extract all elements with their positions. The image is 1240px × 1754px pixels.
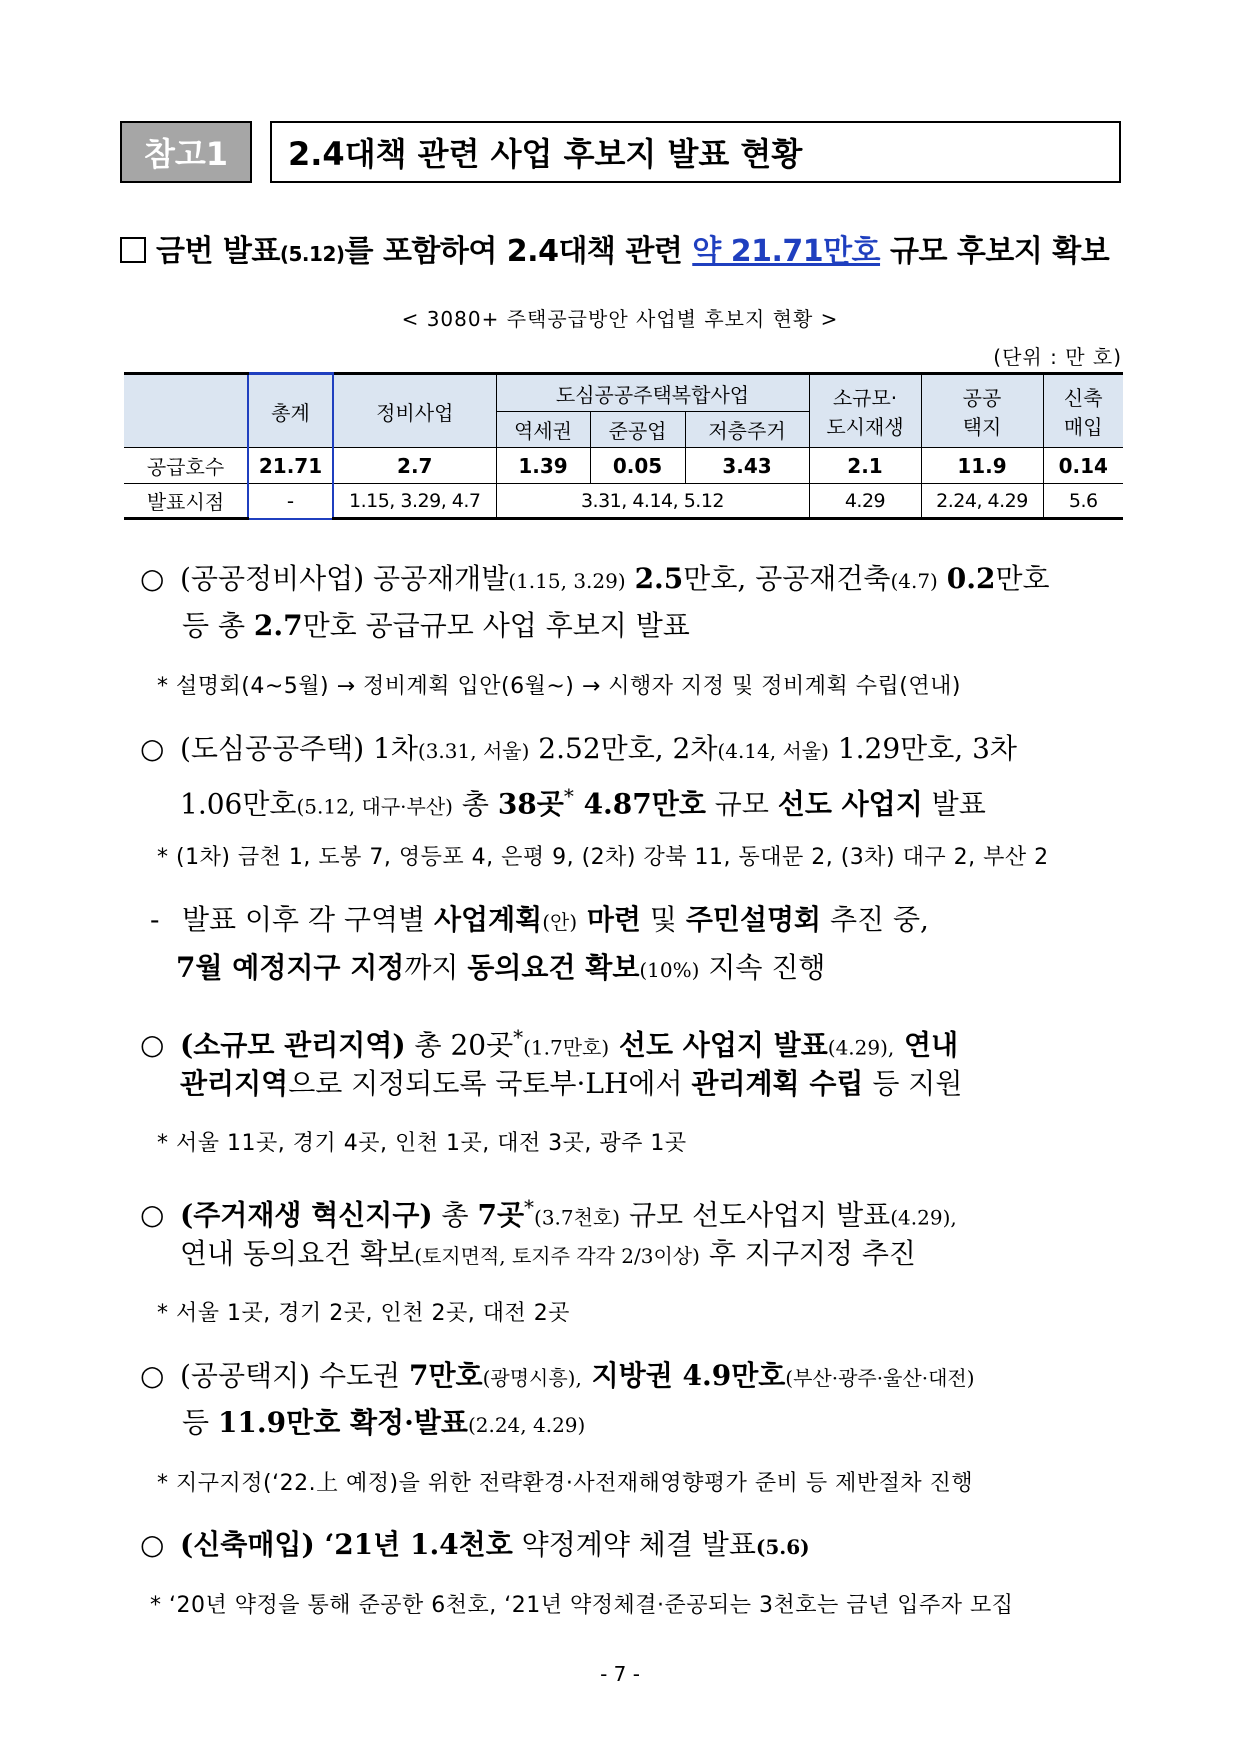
headline-emphasis: 약 21.71만호: [692, 234, 881, 269]
reference-label: 참고1: [120, 121, 252, 183]
text: 2.7: [253, 609, 303, 642]
text: (3.31, 서울): [417, 739, 530, 763]
text: (신축매입): [180, 1528, 315, 1561]
section-urban-housing: [140, 725, 1017, 775]
section-residential-renewal-line2: [180, 1230, 916, 1280]
cell-urban: 3.31, 4.14, 5.12: [496, 484, 809, 519]
header-urban-group: 도심공공주택복합사업: [496, 374, 809, 412]
section-followup: [150, 896, 929, 946]
headline: [120, 226, 1130, 270]
text: 38곳: [497, 787, 564, 821]
text: (2.24, 4.29): [467, 1413, 586, 1437]
text: 연내 동의요건 확보: [180, 1237, 415, 1270]
text: 규모 선도사업지 발표: [620, 1198, 891, 1232]
header-redevelop: 정비사업: [333, 374, 496, 448]
text: (5.6): [755, 1535, 810, 1559]
section-new-purchase: [140, 1521, 810, 1571]
table-caption: < 3080+ 주택공급방안 사업별 후보지 현황 >: [401, 307, 839, 331]
text: (소규모 관리지역): [180, 1028, 406, 1062]
text: (10%): [639, 958, 700, 982]
header-land: 공공 택지: [921, 374, 1043, 448]
text: 만호 공급규모 사업 후보지 발표: [302, 609, 690, 642]
text: (공공정비사업) 공공재개발: [180, 562, 509, 595]
row-label-announce: 발표시점: [124, 484, 248, 519]
cell-lowrise: 3.43: [685, 448, 809, 484]
text: 후 지구지정 추진: [699, 1237, 916, 1270]
text: 으로 지정되도록 국토부·LH에서: [288, 1067, 692, 1100]
header-newbuy: 신축 매입: [1043, 374, 1123, 448]
cell-newbuy: 5.6: [1043, 484, 1123, 519]
text: 추진 중,: [821, 903, 929, 936]
cell-land: 11.9: [921, 448, 1043, 484]
text: 0.2: [946, 562, 996, 595]
bullet: ○: [140, 1028, 165, 1062]
text: 지방권: [581, 1359, 683, 1392]
section-urban-housing-line2: [180, 772, 986, 830]
text: (3.7천호): [534, 1205, 621, 1230]
cell-industrial: 0.05: [590, 448, 685, 484]
text: ‘21년 1.4천호: [314, 1528, 513, 1561]
section-public-land: [140, 1352, 975, 1402]
text: 4.9만호: [682, 1359, 786, 1392]
cell-total: -: [248, 484, 333, 519]
text: (4.7): [890, 569, 938, 593]
table-row: [124, 448, 1123, 484]
cell-total: 21.71: [248, 448, 333, 484]
text: 4.87만호: [573, 787, 706, 821]
table-row: [124, 484, 1123, 519]
text: 1.06만호: [180, 787, 297, 821]
note: * 서울 11곳, 경기 4곳, 인천 1곳, 대전 3곳, 광주 1곳: [157, 1131, 687, 1156]
bullet: -: [150, 903, 160, 936]
note: * 설명회(4~5월) → 정비계획 입안(6월~) → 시행자 지정 및 정비계획 수립(연내): [157, 674, 961, 699]
cell-land: 2.24, 4.29: [921, 484, 1043, 519]
text: 11.9만호 확정·발표: [217, 1406, 468, 1439]
text: (4.29),: [890, 1205, 957, 1230]
text: 등 지원: [863, 1067, 963, 1100]
text: (1.15, 3.29): [508, 569, 626, 593]
text: (주거재생 혁신지구): [180, 1198, 433, 1232]
text: 선도 사업지: [777, 787, 923, 821]
text: 발표: [922, 787, 986, 821]
headline-date: (5.12): [279, 242, 345, 266]
page-title: 2.4대책 관련 사업 후보지 발표 현황: [270, 121, 1121, 183]
section-small-scale-line2: [180, 1060, 962, 1108]
note: * (1차) 금천 1, 도봉 7, 영등포 4, 은평 9, (2차) 강북 11, 동대문 2, (3차) 대구 2, 부산 2: [157, 845, 1049, 870]
cell-redevelop: 1.15, 3.29, 4.7: [333, 484, 496, 519]
table-unit: (단위 : 만 호): [993, 345, 1122, 369]
text: 만호, 공공재건축: [683, 562, 891, 595]
text: 1.29만호, 3차: [828, 732, 1017, 765]
text: 관리계획 수립: [691, 1067, 864, 1100]
text: 총 20곳: [405, 1028, 514, 1062]
header-station: 역세권: [496, 412, 590, 448]
text: 동의요건 확보: [467, 951, 640, 984]
text: 사업계획: [434, 903, 543, 936]
text: (4.29),: [827, 1035, 895, 1060]
cell-small: 4.29: [809, 484, 921, 519]
text: 7월 예정지구 지정: [176, 951, 405, 984]
text: (도심공공주택) 1차: [180, 732, 418, 765]
text: (1.7만호): [523, 1035, 610, 1060]
note: * 서울 1곳, 경기 2곳, 인천 2곳, 대전 2곳: [157, 1301, 570, 1326]
text: 총: [452, 787, 498, 821]
text: 까지: [404, 951, 468, 984]
text: (부산·광주·울산·대전): [785, 1366, 975, 1390]
text: 약정계약 체결 발표: [512, 1528, 756, 1561]
text: (4.14, 서울): [717, 739, 829, 763]
bullet: ○: [140, 732, 165, 765]
page-number: - 7 -: [600, 1662, 640, 1686]
text: *: [524, 1195, 535, 1219]
checkbox-icon: [120, 237, 146, 263]
headline-text: 규모 후보지 확보: [880, 234, 1110, 269]
text: 규모: [705, 787, 778, 821]
section-public-land-line2: [182, 1399, 585, 1449]
text: 등 총: [182, 609, 254, 642]
text: 및: [641, 903, 686, 936]
header-lowrise: 저층주거: [685, 412, 809, 448]
cell-station: 1.39: [496, 448, 590, 484]
table-corner: [124, 374, 248, 448]
header-small: 소규모· 도시재생: [809, 374, 921, 448]
cell-newbuy: 0.14: [1043, 448, 1123, 484]
text: (안): [542, 910, 578, 934]
text: (토지면적, 토지주 각각 2/3이상): [414, 1244, 700, 1268]
bullet: ○: [140, 1198, 165, 1232]
text: 7만호: [409, 1359, 483, 1392]
text: (5.12, 대구·부산): [296, 794, 453, 819]
text: 만호: [995, 562, 1050, 595]
text: 연내: [894, 1028, 959, 1062]
bullet: ○: [140, 1528, 165, 1561]
bullet: ○: [140, 562, 165, 595]
cell-small: 2.1: [809, 448, 921, 484]
text: 발표 이후 각 구역별: [182, 903, 434, 936]
text: 관리지역: [180, 1067, 289, 1100]
text: (광명시흥),: [482, 1366, 582, 1390]
candidate-table: [124, 372, 1123, 520]
section-followup-line2: [176, 944, 825, 994]
note: * ‘20년 약정을 통해 준공한 6천호, ‘21년 약정체결·준공되는 3천호는 금년 입주자 모집: [150, 1593, 1014, 1618]
text: 마련: [577, 903, 641, 936]
text: 지속 진행: [699, 951, 826, 984]
text: 주민설명회: [685, 903, 822, 936]
note: * 지구지정(‘22.上 예정)을 위한 전략환경·사전재해영향평가 준비 등 제반절차 진행: [157, 1471, 974, 1496]
text: 총: [432, 1198, 478, 1232]
text: 7곳: [477, 1198, 525, 1232]
text: 선도 사업지 발표: [609, 1028, 828, 1062]
cell-redevelop: 2.7: [333, 448, 496, 484]
headline-text: 를 포함하여 2.4대책 관련: [344, 234, 693, 269]
header-industrial: 준공업: [590, 412, 685, 448]
section-public-redevelop-line2: [182, 602, 690, 650]
text: 2.5: [634, 562, 684, 595]
text: 수도권: [310, 1359, 409, 1392]
text: (공공택지): [180, 1359, 311, 1392]
headline-text: 금번 발표: [156, 234, 280, 269]
header-total: 총계: [248, 374, 333, 448]
text: 등: [182, 1406, 218, 1439]
bullet: ○: [140, 1359, 165, 1392]
section-public-redevelop: [140, 555, 1050, 605]
text: 2.52만호, 2차: [529, 732, 718, 765]
row-label-supply: 공급호수: [124, 448, 248, 484]
text: *: [563, 784, 574, 808]
text: *: [513, 1025, 524, 1049]
